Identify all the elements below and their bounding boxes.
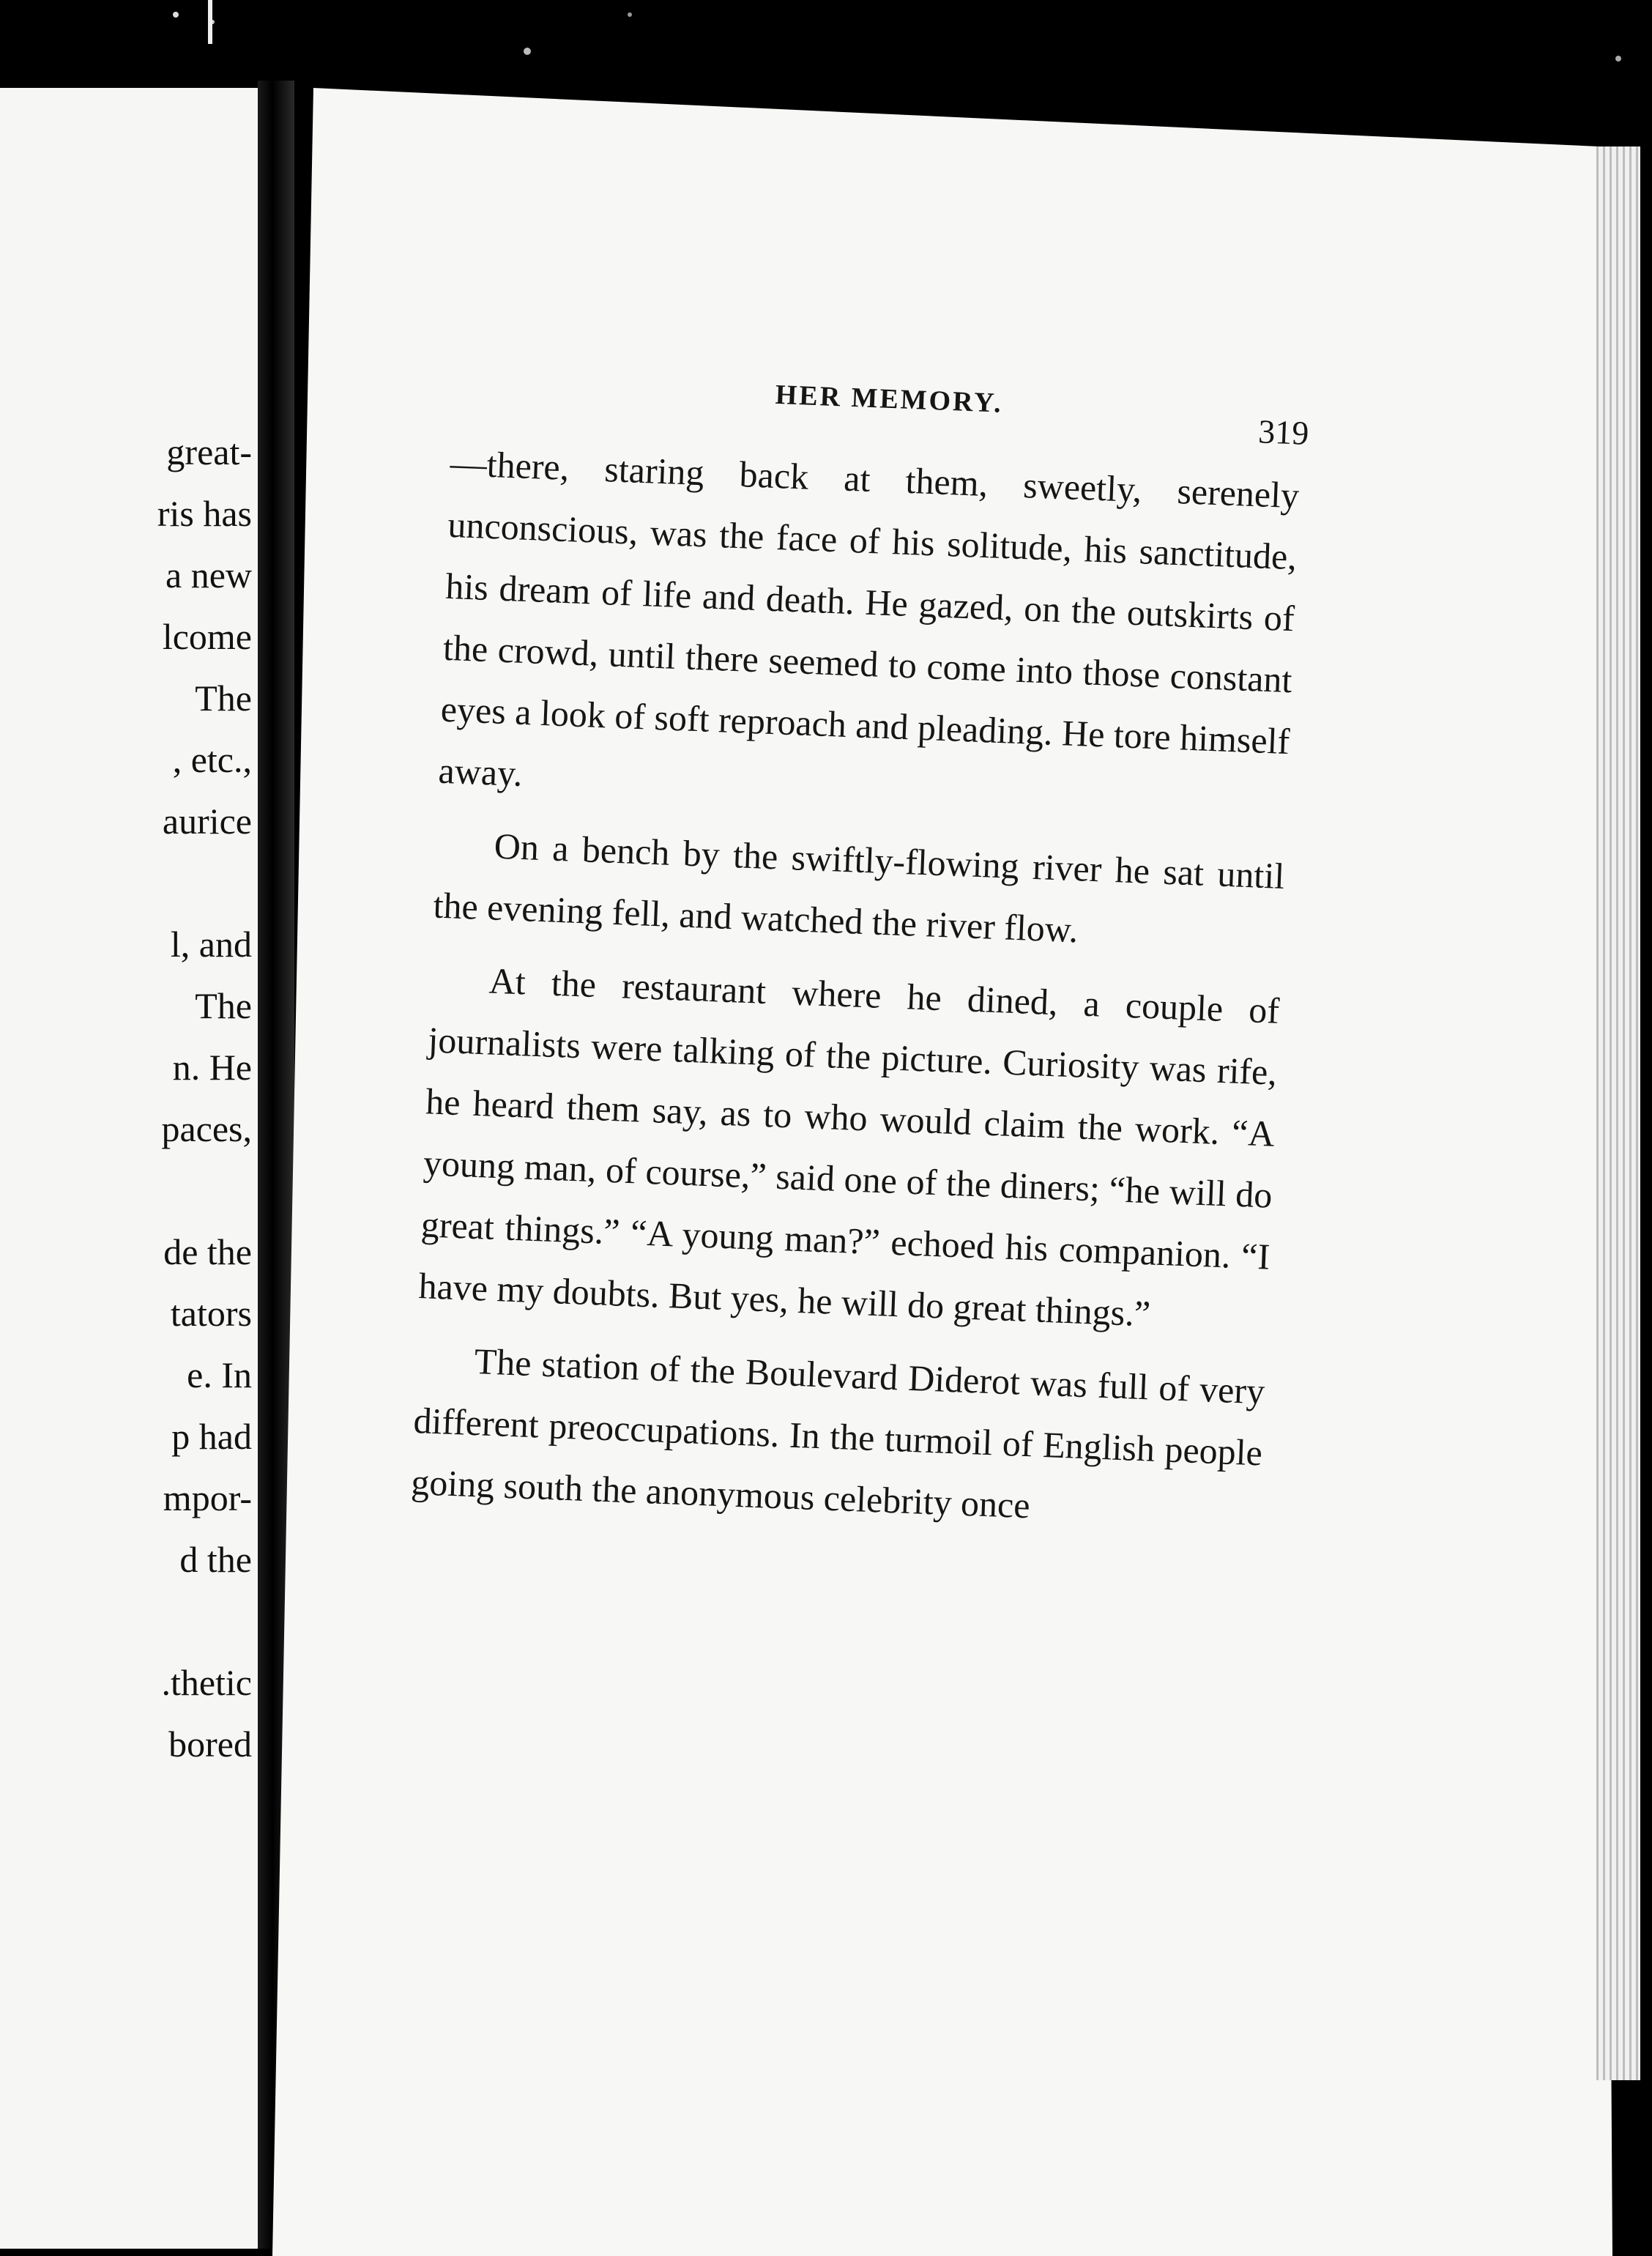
left-line-19: bored xyxy=(168,1723,252,1765)
paragraph-1: —there, staring back at them, sweetly, serenely unconscious, was the face of his solitude, his sanctitude, his dream of life and death. He gazed, on the outskirts of the crowd, until there seemed to come into those constant eyes a look of soft reproach and pleading. He tore himself away. xyxy=(437,442,1301,794)
page-edges xyxy=(1596,146,1640,2080)
left-line-6: , etc., xyxy=(172,739,252,780)
left-line-3: a new xyxy=(165,554,252,595)
left-line-2: ris has xyxy=(157,493,252,534)
page-number: 319 xyxy=(1257,412,1310,452)
scan-noise xyxy=(0,0,1652,81)
left-line-13: tators xyxy=(170,1293,252,1334)
left-line-17: d the xyxy=(179,1539,252,1580)
left-line-16: mpor- xyxy=(163,1477,252,1518)
left-line-5: The xyxy=(195,678,252,719)
paragraph-2: On a bench by the swiftly-flowing river he sat until the evening fell, and watched the river flow. xyxy=(432,825,1286,951)
left-line-15: p had xyxy=(171,1416,252,1457)
left-line-14: e. In xyxy=(187,1354,252,1395)
left-line-4: lcome xyxy=(162,616,252,657)
paragraph-4: The station of the Boulevard Diderot was full of very different preoccupations. In the turmoil of English people going south the anonymous celebrity once xyxy=(410,1340,1266,1526)
left-line-11: paces, xyxy=(161,1108,252,1149)
left-line-12: de the xyxy=(163,1231,252,1272)
left-line-10: n. He xyxy=(172,1047,252,1088)
paragraph-3: At the restaurant where he dined, a couple of journalists were talking of the picture. Curiosity was rife, he heard them say, as to who would claim the work. “A young man, of course,” said one of the diners; “he will do great things.” “A young man?” echoed his companion. “I have my doubts. But yes, he will do great things.” xyxy=(417,960,1281,1335)
left-line-8: l, and xyxy=(170,924,252,965)
left-line-1: great- xyxy=(166,431,252,472)
page-text xyxy=(410,366,1310,1545)
left-line-7: aurice xyxy=(162,801,252,842)
running-head: HER MEMORY. xyxy=(775,379,1004,419)
left-line-18: .thetic xyxy=(161,1662,252,1703)
previous-page xyxy=(0,88,258,2249)
left-line-9: The xyxy=(195,985,252,1026)
